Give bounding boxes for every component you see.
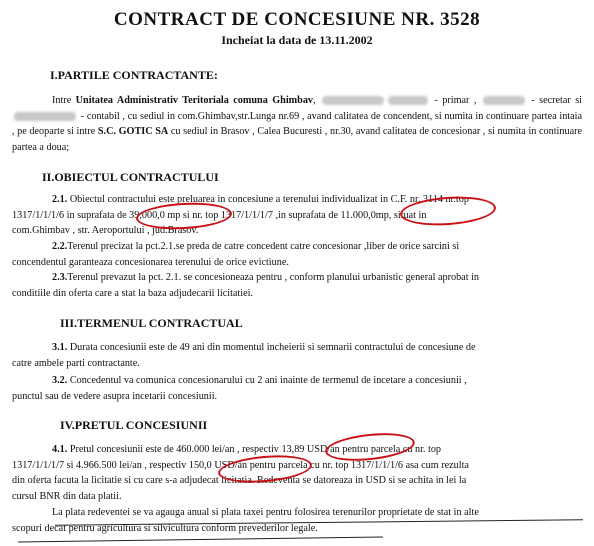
redacted-name xyxy=(14,112,76,121)
price-parcel-7: 13,89 USD/an xyxy=(281,444,340,455)
section-term-heading: III.TERMENUL CONTRACTUAL xyxy=(60,316,243,330)
contract-date: Incheiat la data de 13.11.2002 xyxy=(221,33,373,47)
concesionar-name: S.C. GOTIC SA xyxy=(97,126,169,137)
clause-2-3: 2.3.Terenul prevazut la pct. 2.1. se concesioneaza pentru , conform planului urbanistic general aprobat in conditiile din oferta care a stat la baza adjudecarii licitatiei. xyxy=(12,272,479,299)
clause-2-2: 2.2.Terenul precizat la pct.2.1.se preda de catre concedent catre concesionar ,liber de orice sarcini si concendentul garanteaza concesionarea terenului de orice evictiune. xyxy=(12,241,460,268)
section-object-heading: II.OBIECTUL CONTRACTULUI xyxy=(42,170,219,184)
annotation-underline-2 xyxy=(18,536,383,542)
clause-4-2: La plata redeventei se va agauga anual si plata taxei pentru folosirea terenurilor proprietate de stat in alte scopuri decat pentru agricultura si silvicultura conform prevederilor legale. xyxy=(12,507,479,534)
parties-paragraph: Intre Unitatea Administrativ Teritoriala comuna Ghimbav, - primar , - secretar si - contabil , cu sediul in com.Ghimbav,str.Lunga nr.69 , avand calitatea de concendent, si numita in continuare partea intaia , pe deoparte si intre S.C. GOTIC SA cu sediul in Brasov , Calea Bucuresti , nr.30, avand calitatea de concesionar , si numita in continuare partea a doua; xyxy=(12,95,583,153)
area-parcel-7: 11.000,0mp xyxy=(340,209,389,221)
price-parcel-6: 150,0 USD/an xyxy=(188,459,248,471)
concedent-name: Unitatea Administrativ Teritoriala comuna Ghimbav xyxy=(75,95,314,106)
clause-2-1: 2.1. Obiectul contractului este preluarea in concesiune a terenului individualizat in C.F. nr. 3114 nr.top 1317/1/1/1/6 in suprafata de 39,000,0 mp si nr. top 1317/1/1/1/7 ,in suprafata de 11.000,0mp, situat in com.Ghimbav , str. Aeroportului , jud.Brasov. xyxy=(12,194,469,236)
redacted-name xyxy=(483,96,525,105)
clause-4-1: 4.1. Pretul concesiunii este de 460.000 lei/an , respectiv 13,89 USD/an pentru parcela cu nr. top 1317/1/1/1/7 si 4.966.500 lei/an , respectiv 150,0 USD/an pentru parcela cu nr. top 1317/1/1/1/6 asa cum rezulta din oferta facuta la licitatie si cu care s-a adjudecat licitatia. Redeventa se datoreaza in USD si se achita in lei la cursul BNR din data platii. xyxy=(12,444,469,502)
section-price-heading: IV.PRETUL CONCESIUNII xyxy=(60,418,208,432)
contract-title: CONTRACT DE CONCESIUNE NR. 3528 xyxy=(113,9,481,30)
redacted-name xyxy=(388,96,428,105)
section-parties-heading: I.PARTILE CONTRACTANTE: xyxy=(50,68,218,82)
clause-3-2: 3.2. Concedentul va comunica concesionarului cu 2 ani inainte de termenul de incetare a concesiunii , punctul sau de vedere asupra incetarii concesiunii. xyxy=(12,375,467,402)
clause-3-1: 3.1. Durata concesiunii este de 49 ani din momentul incheierii si semnarii contractului de concesiune de catre ambele parti contractante. xyxy=(12,342,476,369)
area-parcel-6: 39,000,0 mp xyxy=(129,209,181,221)
redacted-name xyxy=(322,96,384,105)
